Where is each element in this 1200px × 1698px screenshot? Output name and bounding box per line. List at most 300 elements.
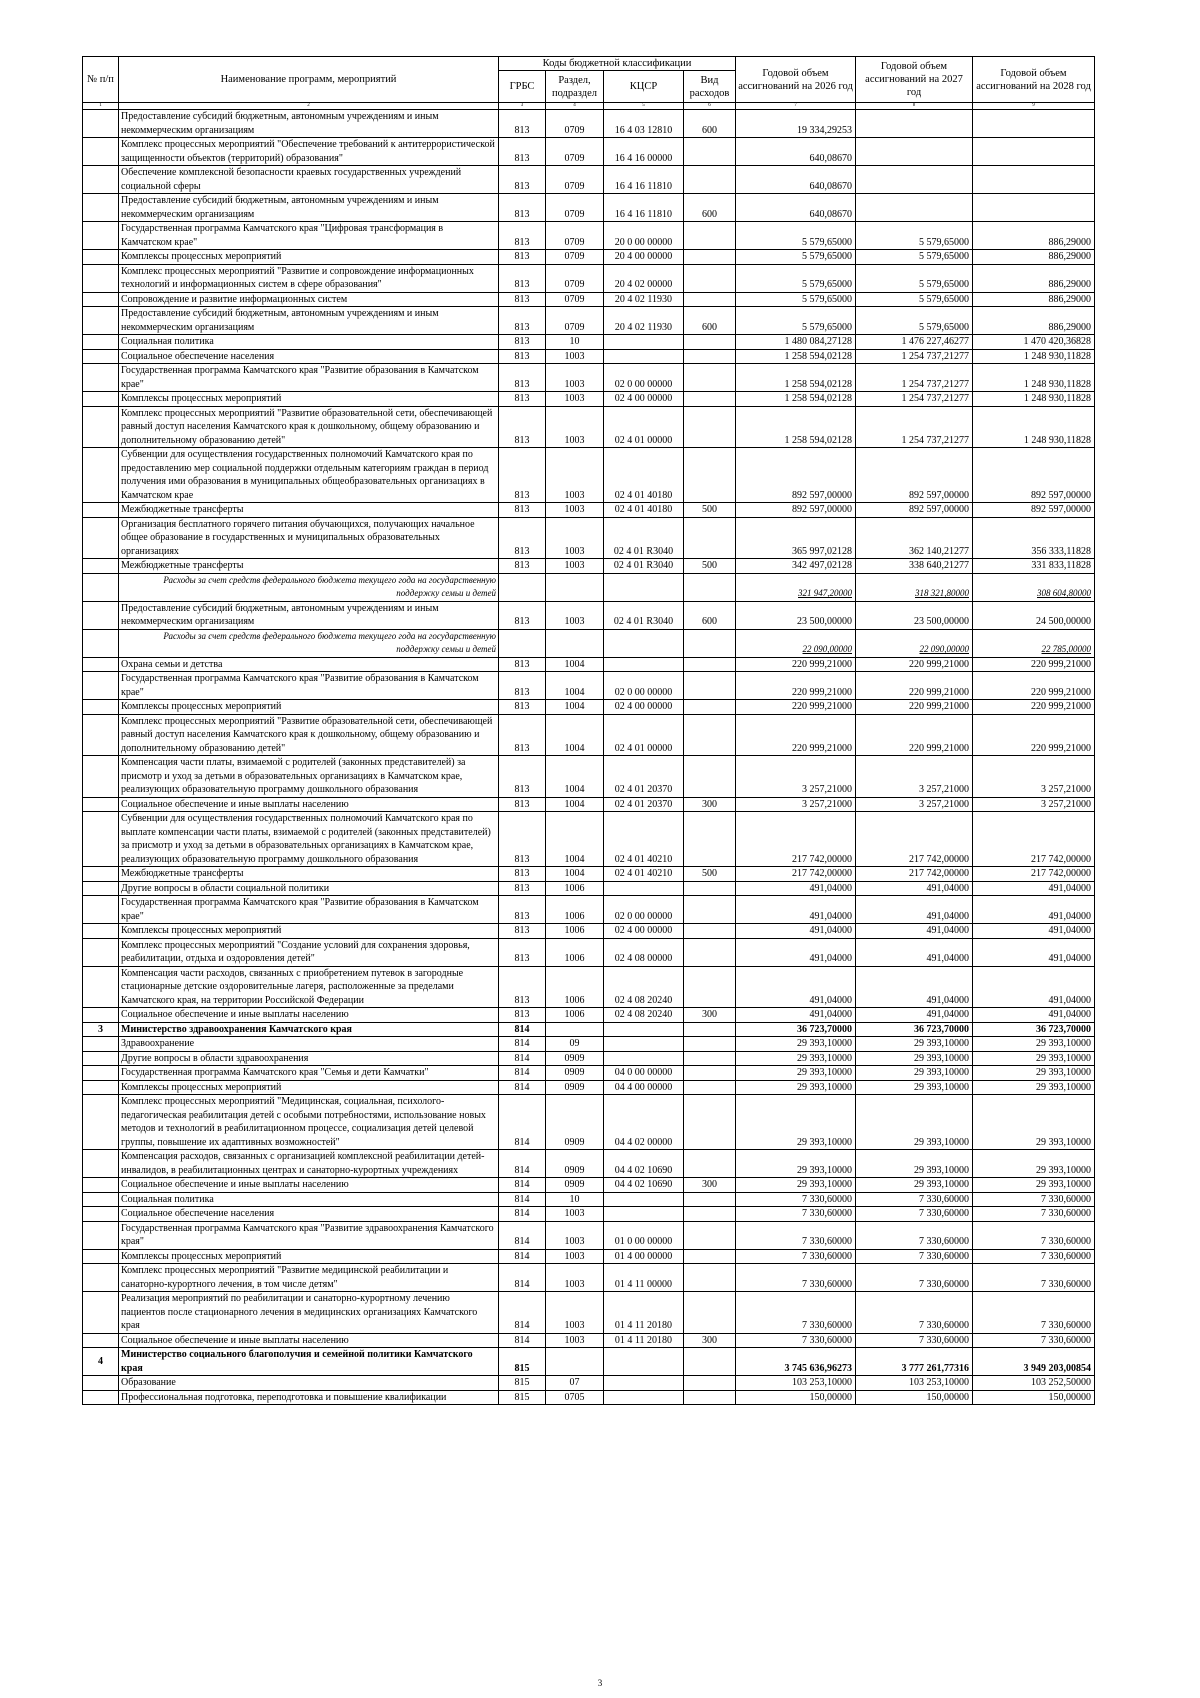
cell-amount-2028: 491,04000	[973, 1008, 1095, 1023]
cell-grbs: 814	[499, 1066, 546, 1081]
cell-name: Здравоохранение	[119, 1037, 499, 1052]
cell-amount-2026: 220 999,21000	[736, 714, 856, 756]
cell-num	[83, 756, 119, 798]
column-number: 4	[546, 103, 604, 110]
cell-kcsr: 02 4 01 40180	[604, 448, 684, 503]
cell-grbs: 814	[499, 1192, 546, 1207]
header-year-2028: Годовой объем ассигнований на 2028 год	[973, 57, 1095, 103]
cell-grbs: 814	[499, 1333, 546, 1348]
cell-razdel: 1006	[546, 966, 604, 1008]
cell-amount-2028	[973, 110, 1095, 138]
cell-amount-2027: 3 777 261,77316	[856, 1348, 973, 1376]
cell-kcsr	[604, 881, 684, 896]
table-row	[83, 714, 1095, 756]
cell-name: Комплексы процессных мероприятий	[119, 250, 499, 265]
table-row	[83, 657, 1095, 672]
cell-amount-2028: 491,04000	[973, 924, 1095, 939]
cell-kcsr: 16 4 16 11810	[604, 166, 684, 194]
cell-vid	[684, 392, 736, 407]
cell-razdel: 0709	[546, 307, 604, 335]
cell-num	[83, 867, 119, 882]
cell-grbs: 813	[499, 1008, 546, 1023]
cell-vid	[684, 1207, 736, 1222]
cell-grbs: 814	[499, 1095, 546, 1150]
cell-razdel: 1006	[546, 896, 604, 924]
column-number: 3	[499, 103, 546, 110]
cell-num	[83, 657, 119, 672]
cell-amount-2026: 36 723,70000	[736, 1022, 856, 1037]
cell-grbs: 814	[499, 1150, 546, 1178]
table-header	[83, 57, 1095, 110]
cell-num	[83, 966, 119, 1008]
cell-name: Государственная программа Камчатского края "Развитие здравоохранения Камчатского края"	[119, 1221, 499, 1249]
cell-grbs: 813	[499, 138, 546, 166]
table-row	[83, 1221, 1095, 1249]
cell-amount-2028: 29 393,10000	[973, 1080, 1095, 1095]
cell-num	[83, 517, 119, 559]
table-row	[83, 1376, 1095, 1391]
cell-vid: 600	[684, 194, 736, 222]
table-row	[83, 1037, 1095, 1052]
cell-amount-2028: 29 393,10000	[973, 1150, 1095, 1178]
cell-amount-2027: 5 579,65000	[856, 264, 973, 292]
table-row	[83, 250, 1095, 265]
cell-vid	[684, 629, 736, 657]
cell-vid	[684, 1192, 736, 1207]
cell-grbs: 814	[499, 1221, 546, 1249]
cell-num	[83, 601, 119, 629]
cell-amount-2028: 3 257,21000	[973, 756, 1095, 798]
cell-kcsr	[604, 657, 684, 672]
cell-amount-2027: 338 640,21277	[856, 559, 973, 574]
cell-amount-2026: 7 330,60000	[736, 1264, 856, 1292]
table-row	[83, 812, 1095, 867]
cell-razdel: 1003	[546, 1207, 604, 1222]
cell-amount-2026: 29 393,10000	[736, 1150, 856, 1178]
cell-grbs: 814	[499, 1249, 546, 1264]
cell-amount-2028: 892 597,00000	[973, 503, 1095, 518]
cell-amount-2027: 23 500,00000	[856, 601, 973, 629]
cell-vid	[684, 1390, 736, 1405]
cell-amount-2026: 29 393,10000	[736, 1080, 856, 1095]
cell-vid	[684, 573, 736, 601]
cell-amount-2026: 892 597,00000	[736, 448, 856, 503]
cell-amount-2028: 29 393,10000	[973, 1066, 1095, 1081]
cell-num	[83, 629, 119, 657]
cell-razdel: 1004	[546, 657, 604, 672]
cell-amount-2028	[973, 138, 1095, 166]
cell-amount-2026: 5 579,65000	[736, 307, 856, 335]
cell-amount-2026: 7 330,60000	[736, 1192, 856, 1207]
cell-amount-2026: 5 579,65000	[736, 250, 856, 265]
cell-grbs	[499, 573, 546, 601]
cell-vid	[684, 714, 736, 756]
cell-vid	[684, 448, 736, 503]
cell-amount-2026: 150,00000	[736, 1390, 856, 1405]
table-row	[83, 503, 1095, 518]
cell-num	[83, 797, 119, 812]
cell-amount-2026: 491,04000	[736, 938, 856, 966]
cell-amount-2026: 491,04000	[736, 896, 856, 924]
cell-vid	[684, 1150, 736, 1178]
table-row	[83, 307, 1095, 335]
cell-kcsr: 02 4 08 20240	[604, 1008, 684, 1023]
cell-amount-2028: 29 393,10000	[973, 1178, 1095, 1193]
cell-amount-2027: 220 999,21000	[856, 657, 973, 672]
cell-name: Комплекс процессных мероприятий "Развитие медицинской реабилитации и санаторно-курортного лечения, в том числе детям"	[119, 1264, 499, 1292]
cell-num	[83, 194, 119, 222]
cell-amount-2026: 220 999,21000	[736, 700, 856, 715]
cell-amount-2027	[856, 166, 973, 194]
cell-amount-2028: 22 785,00000	[973, 629, 1095, 657]
cell-razdel: 0709	[546, 138, 604, 166]
cell-amount-2026: 892 597,00000	[736, 503, 856, 518]
cell-amount-2028	[973, 166, 1095, 194]
cell-amount-2028	[973, 194, 1095, 222]
cell-amount-2026: 29 393,10000	[736, 1066, 856, 1081]
cell-num	[83, 1150, 119, 1178]
cell-amount-2027	[856, 110, 973, 138]
cell-amount-2028: 7 330,60000	[973, 1192, 1095, 1207]
cell-amount-2026: 29 393,10000	[736, 1037, 856, 1052]
cell-amount-2027: 220 999,21000	[856, 672, 973, 700]
cell-amount-2026: 29 393,10000	[736, 1178, 856, 1193]
cell-vid	[684, 335, 736, 350]
cell-num	[83, 896, 119, 924]
column-number: 1	[83, 103, 119, 110]
cell-amount-2026: 220 999,21000	[736, 657, 856, 672]
cell-grbs: 814	[499, 1080, 546, 1095]
cell-amount-2027: 1 254 737,21277	[856, 364, 973, 392]
cell-amount-2026: 1 258 594,02128	[736, 349, 856, 364]
cell-amount-2027: 29 393,10000	[856, 1037, 973, 1052]
cell-razdel: 0909	[546, 1178, 604, 1193]
column-number: 7	[736, 103, 856, 110]
cell-amount-2028: 7 330,60000	[973, 1207, 1095, 1222]
cell-grbs: 813	[499, 392, 546, 407]
cell-name: Комплексы процессных мероприятий	[119, 392, 499, 407]
table-body	[83, 110, 1095, 1405]
cell-num	[83, 1178, 119, 1193]
cell-grbs: 813	[499, 349, 546, 364]
cell-name: Государственная программа Камчатского края "Семья и дети Камчатки"	[119, 1066, 499, 1081]
cell-num	[83, 1390, 119, 1405]
cell-name: Комплекс процессных мероприятий "Развитие образовательной сети, обеспечивающей равный доступ населения Камчатского края к дошкольному, общему образованию и дополнительному образованию детей"	[119, 714, 499, 756]
cell-grbs: 814	[499, 1264, 546, 1292]
table-row	[83, 1080, 1095, 1095]
header-year-2027: Годовой объем ассигнований на 2027 год	[856, 57, 973, 103]
cell-razdel: 10	[546, 335, 604, 350]
cell-kcsr	[604, 1037, 684, 1052]
cell-kcsr	[604, 1207, 684, 1222]
cell-kcsr: 02 4 01 R3040	[604, 601, 684, 629]
budget-allocation-table	[82, 56, 1095, 1405]
cell-amount-2028: 356 333,11828	[973, 517, 1095, 559]
cell-razdel: 1004	[546, 714, 604, 756]
cell-kcsr: 04 4 02 00000	[604, 1095, 684, 1150]
cell-amount-2026: 640,08670	[736, 194, 856, 222]
cell-grbs: 813	[499, 867, 546, 882]
cell-razdel: 0909	[546, 1095, 604, 1150]
cell-num	[83, 1264, 119, 1292]
cell-kcsr: 02 4 01 R3040	[604, 559, 684, 574]
cell-amount-2028: 491,04000	[973, 881, 1095, 896]
cell-amount-2028: 892 597,00000	[973, 448, 1095, 503]
table-row	[83, 1178, 1095, 1193]
table-row	[83, 194, 1095, 222]
cell-num	[83, 812, 119, 867]
cell-kcsr: 02 0 00 00000	[604, 364, 684, 392]
cell-amount-2027: 29 393,10000	[856, 1051, 973, 1066]
cell-amount-2028: 29 393,10000	[973, 1095, 1095, 1150]
cell-kcsr: 01 4 00 00000	[604, 1249, 684, 1264]
table-row	[83, 756, 1095, 798]
cell-vid	[684, 517, 736, 559]
cell-razdel: 0709	[546, 222, 604, 250]
cell-amount-2027: 1 254 737,21277	[856, 349, 973, 364]
cell-amount-2027: 491,04000	[856, 896, 973, 924]
cell-kcsr: 16 4 16 11810	[604, 194, 684, 222]
cell-razdel: 1006	[546, 881, 604, 896]
cell-kcsr: 02 4 01 40210	[604, 867, 684, 882]
cell-name: Социальное обеспечение и иные выплаты населению	[119, 1333, 499, 1348]
cell-num	[83, 700, 119, 715]
cell-amount-2028: 3 257,21000	[973, 797, 1095, 812]
table-row	[83, 1192, 1095, 1207]
cell-amount-2028: 886,29000	[973, 307, 1095, 335]
cell-amount-2026: 7 330,60000	[736, 1292, 856, 1334]
table-row	[83, 797, 1095, 812]
cell-razdel: 1003	[546, 503, 604, 518]
cell-kcsr: 01 4 11 20180	[604, 1333, 684, 1348]
table-row	[83, 924, 1095, 939]
cell-kcsr: 04 4 02 10690	[604, 1150, 684, 1178]
cell-amount-2026: 640,08670	[736, 138, 856, 166]
cell-amount-2026: 7 330,60000	[736, 1333, 856, 1348]
cell-razdel	[546, 1348, 604, 1376]
cell-amount-2028: 491,04000	[973, 896, 1095, 924]
cell-razdel: 0909	[546, 1051, 604, 1066]
cell-kcsr	[604, 1390, 684, 1405]
cell-amount-2027	[856, 138, 973, 166]
cell-vid	[684, 812, 736, 867]
cell-amount-2027: 5 579,65000	[856, 222, 973, 250]
cell-name: Социальное обеспечение населения	[119, 1207, 499, 1222]
table-row	[83, 896, 1095, 924]
cell-name: Компенсация части платы, взимаемой с родителей (законных представителей) за присмотр и уход за детьми в образовательных организациях в Камчатском крае, реализующих образовательную программу дошкольного образования	[119, 756, 499, 798]
cell-name: Предоставление субсидий бюджетным, автономным учреждениям и иным некоммерческим организациям	[119, 601, 499, 629]
cell-num	[83, 448, 119, 503]
cell-amount-2028: 1 248 930,11828	[973, 392, 1095, 407]
cell-vid	[684, 966, 736, 1008]
cell-name: Предоставление субсидий бюджетным, автономным учреждениям и иным некоммерческим организациям	[119, 110, 499, 138]
cell-name: Министерство социального благополучия и семейной политики Камчатского края	[119, 1348, 499, 1376]
cell-amount-2028: 886,29000	[973, 264, 1095, 292]
cell-vid	[684, 1080, 736, 1095]
cell-num	[83, 1066, 119, 1081]
cell-vid: 500	[684, 867, 736, 882]
cell-amount-2028: 331 833,11828	[973, 559, 1095, 574]
cell-amount-2026: 29 393,10000	[736, 1095, 856, 1150]
cell-vid	[684, 1037, 736, 1052]
cell-num	[83, 672, 119, 700]
cell-kcsr: 02 4 01 R3040	[604, 517, 684, 559]
cell-vid	[684, 1249, 736, 1264]
cell-kcsr: 04 4 02 10690	[604, 1178, 684, 1193]
header-kcsr: КЦСР	[604, 71, 684, 103]
cell-razdel: 0909	[546, 1150, 604, 1178]
cell-amount-2027: 7 330,60000	[856, 1221, 973, 1249]
cell-kcsr	[604, 1022, 684, 1037]
cell-name: Обеспечение комплексной безопасности краевых государственных учреждений социальной сферы	[119, 166, 499, 194]
cell-amount-2027: 7 330,60000	[856, 1333, 973, 1348]
cell-amount-2027: 217 742,00000	[856, 867, 973, 882]
cell-amount-2027: 892 597,00000	[856, 448, 973, 503]
cell-amount-2027: 491,04000	[856, 966, 973, 1008]
cell-vid: 600	[684, 110, 736, 138]
cell-amount-2028: 220 999,21000	[973, 714, 1095, 756]
cell-grbs: 814	[499, 1207, 546, 1222]
cell-kcsr: 02 4 00 00000	[604, 700, 684, 715]
cell-amount-2028: 7 330,60000	[973, 1292, 1095, 1334]
cell-amount-2027: 491,04000	[856, 924, 973, 939]
cell-razdel: 1004	[546, 812, 604, 867]
cell-grbs: 814	[499, 1037, 546, 1052]
table-row	[83, 448, 1095, 503]
cell-amount-2027: 220 999,21000	[856, 700, 973, 715]
cell-vid	[684, 1022, 736, 1037]
cell-vid	[684, 881, 736, 896]
cell-amount-2028: 491,04000	[973, 966, 1095, 1008]
cell-grbs: 813	[499, 194, 546, 222]
cell-amount-2026: 7 330,60000	[736, 1207, 856, 1222]
column-number: 8	[856, 103, 973, 110]
cell-razdel: 0705	[546, 1390, 604, 1405]
table-row	[83, 264, 1095, 292]
cell-razdel: 0709	[546, 292, 604, 307]
cell-kcsr: 20 4 00 00000	[604, 250, 684, 265]
cell-name: Социальное обеспечение и иные выплаты населению	[119, 1008, 499, 1023]
cell-amount-2028: 1 470 420,36828	[973, 335, 1095, 350]
cell-amount-2026: 3 257,21000	[736, 756, 856, 798]
cell-vid	[684, 1292, 736, 1334]
cell-amount-2028: 1 248 930,11828	[973, 364, 1095, 392]
table-row	[83, 1095, 1095, 1150]
cell-razdel: 1006	[546, 938, 604, 966]
cell-amount-2027: 7 330,60000	[856, 1264, 973, 1292]
table-row	[83, 629, 1095, 657]
cell-name: Другие вопросы в области здравоохранения	[119, 1051, 499, 1066]
cell-grbs: 813	[499, 222, 546, 250]
cell-name: Компенсация расходов, связанных с организацией комплексной реабилитации детей-инвалидов, в реабилитационных центрах и санаторно-курортных учреждениях	[119, 1150, 499, 1178]
table-row	[83, 292, 1095, 307]
cell-amount-2027	[856, 194, 973, 222]
cell-grbs: 813	[499, 924, 546, 939]
cell-name: Комплексы процессных мероприятий	[119, 700, 499, 715]
cell-name: Комплекс процессных мероприятий "Обеспечение требований к антитеррористической защищенности объектов (территорий) образования"	[119, 138, 499, 166]
cell-amount-2026: 321 947,20000	[736, 573, 856, 601]
column-number: 9	[973, 103, 1095, 110]
cell-grbs: 813	[499, 657, 546, 672]
cell-num	[83, 924, 119, 939]
cell-amount-2026: 29 393,10000	[736, 1051, 856, 1066]
cell-vid: 300	[684, 1333, 736, 1348]
cell-amount-2026: 491,04000	[736, 1008, 856, 1023]
cell-name: Предоставление субсидий бюджетным, автономным учреждениям и иным некоммерческим организациям	[119, 194, 499, 222]
cell-amount-2026: 1 480 084,27128	[736, 335, 856, 350]
cell-name: Образование	[119, 1376, 499, 1391]
cell-amount-2027: 29 393,10000	[856, 1095, 973, 1150]
table-row	[83, 559, 1095, 574]
cell-name: Реализация мероприятий по реабилитации и санаторно-курортному лечению пациентов после стационарного лечения в медицинских организациях Камчатского края	[119, 1292, 499, 1334]
cell-razdel: 1003	[546, 1249, 604, 1264]
cell-kcsr: 20 4 02 11930	[604, 307, 684, 335]
cell-num	[83, 1376, 119, 1391]
cell-kcsr: 01 4 11 00000	[604, 1264, 684, 1292]
cell-grbs: 813	[499, 264, 546, 292]
cell-amount-2027: 217 742,00000	[856, 812, 973, 867]
cell-grbs	[499, 629, 546, 657]
cell-amount-2027: 29 393,10000	[856, 1080, 973, 1095]
table-row	[83, 881, 1095, 896]
cell-vid: 500	[684, 503, 736, 518]
cell-kcsr	[604, 573, 684, 601]
cell-kcsr: 02 4 00 00000	[604, 924, 684, 939]
table-row	[83, 1008, 1095, 1023]
cell-razdel: 1006	[546, 1008, 604, 1023]
budget-table-sheet	[82, 56, 1094, 1405]
cell-amount-2028: 7 330,60000	[973, 1249, 1095, 1264]
cell-grbs: 813	[499, 292, 546, 307]
table-row	[83, 1292, 1095, 1334]
cell-amount-2026: 342 497,02128	[736, 559, 856, 574]
cell-kcsr	[604, 1192, 684, 1207]
cell-amount-2027: 5 579,65000	[856, 292, 973, 307]
table-row	[83, 601, 1095, 629]
cell-amount-2027: 7 330,60000	[856, 1249, 973, 1264]
cell-amount-2027: 7 330,60000	[856, 1192, 973, 1207]
cell-razdel: 0909	[546, 1066, 604, 1081]
header-razdel: Раздел, подраздел	[546, 71, 604, 103]
cell-amount-2026: 217 742,00000	[736, 867, 856, 882]
cell-num	[83, 307, 119, 335]
cell-grbs: 813	[499, 335, 546, 350]
cell-num	[83, 1008, 119, 1023]
cell-vid	[684, 222, 736, 250]
cell-grbs: 813	[499, 966, 546, 1008]
cell-grbs: 814	[499, 1051, 546, 1066]
cell-razdel: 0709	[546, 194, 604, 222]
cell-num	[83, 335, 119, 350]
cell-amount-2028: 308 604,80000	[973, 573, 1095, 601]
cell-amount-2026: 491,04000	[736, 924, 856, 939]
cell-vid	[684, 672, 736, 700]
cell-name: Сопровождение и развитие информационных систем	[119, 292, 499, 307]
cell-amount-2028: 886,29000	[973, 250, 1095, 265]
cell-kcsr: 02 0 00 00000	[604, 896, 684, 924]
cell-name: Межбюджетные трансферты	[119, 503, 499, 518]
cell-amount-2027: 150,00000	[856, 1390, 973, 1405]
table-row	[83, 364, 1095, 392]
cell-amount-2028: 220 999,21000	[973, 700, 1095, 715]
cell-grbs: 813	[499, 166, 546, 194]
cell-vid	[684, 1264, 736, 1292]
page-number: 3	[597, 1678, 603, 1688]
cell-grbs: 814	[499, 1022, 546, 1037]
cell-grbs: 813	[499, 797, 546, 812]
cell-name: Расходы за счет средств федерального бюджета текущего года на государственную поддержку семьи и детей	[119, 629, 499, 657]
cell-razdel: 1003	[546, 559, 604, 574]
